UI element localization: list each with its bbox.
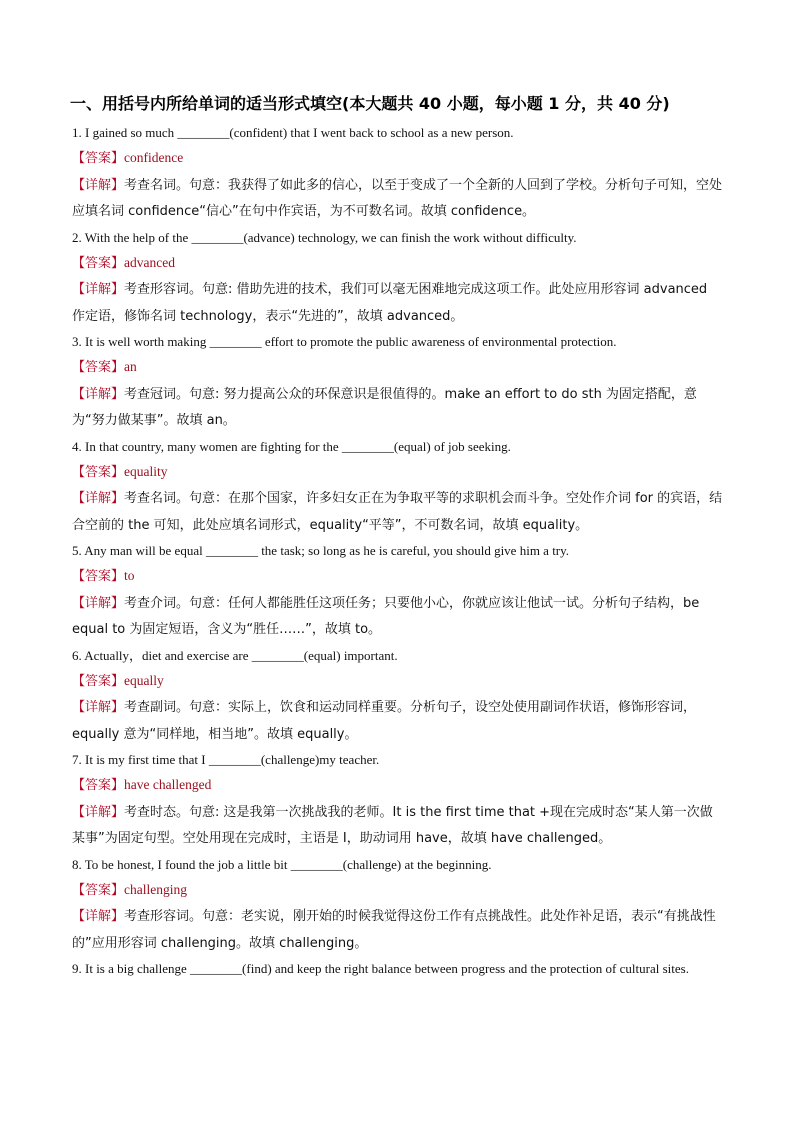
answer-value: to bbox=[124, 568, 135, 583]
answer-label: 【答案】 bbox=[72, 778, 125, 793]
detail-explanation bbox=[72, 173, 724, 226]
detail-explanation bbox=[72, 904, 724, 957]
detail-label: 【详解】 bbox=[72, 282, 125, 297]
detail-explanation bbox=[72, 800, 724, 853]
answer-line bbox=[72, 668, 724, 696]
detail-label: 【详解】 bbox=[72, 386, 125, 402]
detail-text: 考查形容词。句意：老实说，刚开始的时候我觉得这份工作有点挑战性。此处作补足语，表示“有挑战性的”应用形容词 challenging。故填 challenging。 bbox=[72, 909, 716, 951]
answer-label: 【答案】 bbox=[72, 673, 125, 689]
answer-value: challenging bbox=[124, 881, 187, 897]
detail-text: 考查名词。句意：在那个国家，许多妇女正在为争取平等的求职机会而斗争。空处作介词 for 的宾语，结合空前的 the 可知，此处应填名词形式，equality“平等”，不可数名词，故填 equality。 bbox=[72, 491, 723, 533]
answer-line bbox=[72, 250, 724, 278]
detail-label: 【详解】 bbox=[72, 177, 125, 193]
answer-line bbox=[72, 145, 724, 173]
question-text: 4. In that country, many women are fighting for the ________(equal) of job seeking. bbox=[72, 438, 511, 454]
answer-value: advanced bbox=[124, 254, 175, 270]
detail-label: 【详解】 bbox=[72, 595, 125, 611]
question-text: 8. To be honest, I found the job a little bit ________(challenge) at the beginning. bbox=[72, 856, 492, 872]
detail-label: 【详解】 bbox=[72, 491, 125, 506]
answer-value: an bbox=[124, 359, 137, 374]
detail-text: 考查冠词。句意: 努力提高公众的环保意识是很值得的。make an effort to do sth 为固定搭配，意为“努力做某事”。故填 an。 bbox=[72, 386, 697, 428]
detail-text: 考查名词。句意：我获得了如此多的信心，以至于变成了一个全新的人回到了学校。分析句子可知，空处应填名词 confidence“信心”在句中作宾语，为不可数名词。故填 confidence。 bbox=[72, 177, 723, 219]
detail-text: 考查介词。句意：任何人都能胜任这项任务；只要他小心，你就应该让他试一试。分析句子结构，be equal to 为固定短语，含义为“胜任……”，故填 to。 bbox=[72, 595, 700, 637]
detail-text: 考查形容词。句意: 借助先进的技术，我们可以毫无困难地完成这项工作。此处应用形容词 advanced 作定语，修饰名词 technology，表示“先进的”，故填 advanced。 bbox=[72, 282, 708, 324]
answer-label: 【答案】 bbox=[72, 255, 125, 271]
answer-line bbox=[72, 459, 724, 487]
question-text: 9. It is a big challenge ________(find) and keep the right balance between progress and the protection of cultural sites. bbox=[72, 961, 689, 976]
question-text: 1. I gained so much ________(confident) that I went back to school as a new person. bbox=[72, 125, 514, 140]
question-text: 2. With the help of the ________(advance) technology, we can finish the work without difficulty. bbox=[72, 229, 577, 245]
section-heading: 一、用括号内所给单词的适当形式填空(本大题共 40 小题，每小题 1 分，共 40 分) bbox=[70, 94, 670, 113]
detail-label: 【详解】 bbox=[72, 700, 125, 715]
detail-explanation bbox=[72, 695, 724, 748]
detail-label: 【详解】 bbox=[72, 804, 125, 820]
answer-value: confidence bbox=[124, 150, 184, 165]
detail-explanation bbox=[72, 277, 724, 330]
detail-label: 【详解】 bbox=[72, 909, 125, 924]
detail-explanation bbox=[72, 382, 724, 435]
detail-text: 考查时态。句意: 这是我第一次挑战我的老师。It is the first time that +现在完成时态“某人第一次做某事”为固定句型。空处用现在完成时，主语是 I，助动词用 have，故填 have challenged。 bbox=[72, 804, 713, 846]
question-text: 7. It is my first time that I ________(challenge)my teacher. bbox=[72, 752, 380, 767]
answer-label: 【答案】 bbox=[72, 882, 125, 898]
answer-value: equality bbox=[124, 463, 168, 479]
question-text: 5. Any man will be equal ________ the task; so long as he is careful, you should give him a try. bbox=[72, 543, 570, 558]
answer-line bbox=[72, 354, 724, 382]
detail-explanation bbox=[72, 591, 724, 644]
answer-label: 【答案】 bbox=[72, 151, 125, 166]
detail-text: 考查副词。句意：实际上，饮食和运动同样重要。分析句子，设空处使用副词作状语，修饰形容词，equally 意为“同样地，相当地”。故填 equally。 bbox=[72, 700, 697, 742]
answer-line bbox=[72, 772, 724, 800]
question-text: 3. It is well worth making ________ effort to promote the public awareness of environmental protection. bbox=[72, 334, 617, 349]
answer-line bbox=[72, 877, 724, 905]
answer-value: equally bbox=[124, 672, 164, 688]
answer-label: 【答案】 bbox=[72, 464, 125, 480]
answer-label: 【答案】 bbox=[72, 360, 125, 375]
question-list bbox=[72, 121, 724, 981]
question-text: 6. Actually，diet and exercise are ________(equal) important. bbox=[72, 647, 398, 663]
answer-label: 【答案】 bbox=[72, 569, 125, 584]
answer-value: have challenged bbox=[124, 777, 212, 792]
answer-line bbox=[72, 563, 724, 591]
detail-explanation bbox=[72, 486, 724, 539]
